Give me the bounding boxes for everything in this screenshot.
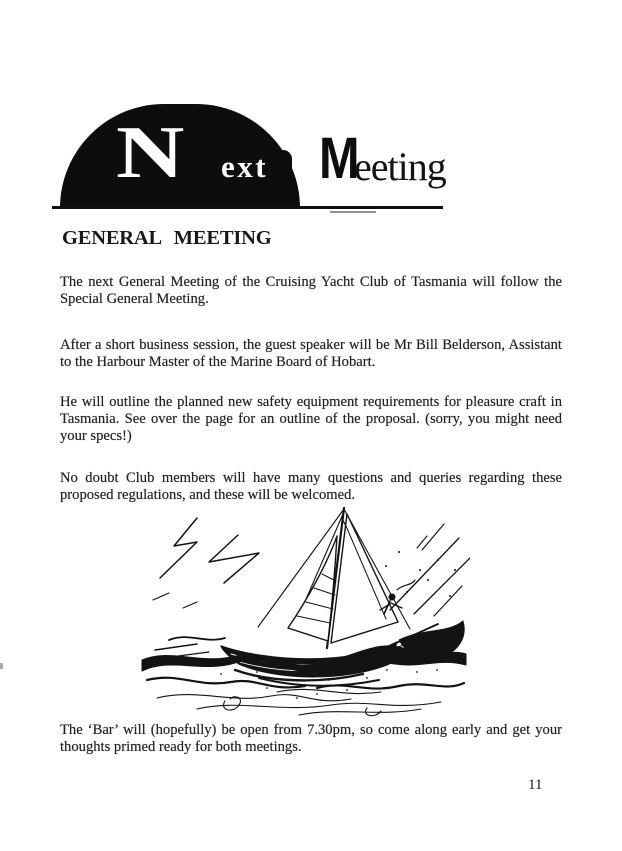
- masthead-word1-initial: N: [116, 112, 185, 194]
- masthead-word1-rest: ext: [221, 149, 269, 184]
- scan-speck: [330, 211, 376, 213]
- page-number: 11: [528, 777, 543, 793]
- paragraph-4: No doubt Club members will have many questions and queries regarding these proposed regulations, and these will be welcomed.: [60, 470, 562, 503]
- masthead-word2-initial: M: [319, 126, 360, 191]
- paragraph-2: After a short business session, the guest speaker will be Mr Bill Belderson, Assistant to the Harbour Master of the Marine Board of Hobart.: [60, 337, 562, 370]
- lightning-icon: [160, 518, 197, 578]
- masthead-word2-rest: eeting: [354, 144, 446, 189]
- sailboat-storm-illustration: [138, 502, 470, 717]
- section-heading: GENERAL MEETING: [62, 227, 272, 249]
- masthead-dome-tab: [272, 150, 292, 188]
- scan-speck: [0, 663, 3, 669]
- paragraph-5: The ‘Bar’ will (hopefully) be open from 7.30pm, so come along early and get your thoughts primed ready for both meetings.: [60, 722, 562, 755]
- paragraph-3: He will outline the planned new safety equipment requirements for pleasure craft in Tasmania. See over the page for an outline of the proposal. (sorry, you might need your specs!): [60, 394, 562, 444]
- paragraph-1: The next General Meeting of the Cruising Yacht Club of Tasmania will follow the Special General Meeting.: [60, 274, 562, 307]
- masthead-rule: [52, 206, 443, 209]
